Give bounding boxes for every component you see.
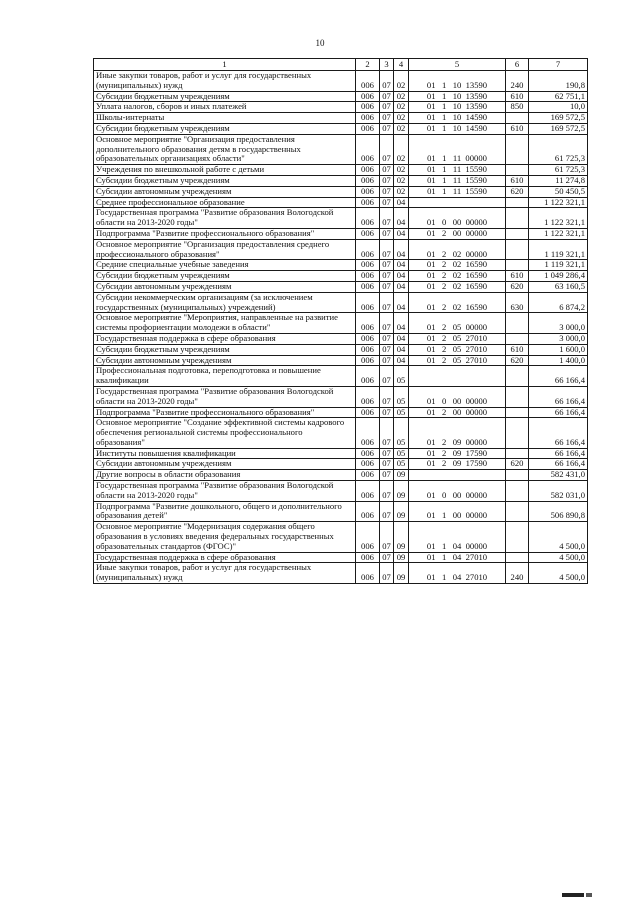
row-name: Уплата налогов, сборов и иных платежей	[94, 102, 356, 113]
row-expense-type: 620	[506, 281, 529, 292]
table-row	[94, 366, 588, 387]
row-section: 07	[380, 197, 394, 208]
row-section: 07	[380, 271, 394, 282]
row-target-article: 01 1 10 14590	[409, 123, 506, 134]
row-amount: 169 572,5	[529, 123, 588, 134]
row-name: Государственная поддержка в сфере образования	[94, 552, 356, 563]
table-row	[94, 271, 588, 282]
row-section: 07	[380, 134, 394, 164]
header-col-3: 3	[380, 59, 394, 71]
row-section: 07	[380, 186, 394, 197]
row-target-article: 01 1 11 15590	[409, 165, 506, 176]
row-expense-type	[506, 165, 529, 176]
row-gov-code: 006	[356, 355, 380, 366]
row-expense-type: 620	[506, 355, 529, 366]
row-name: Иные закупки товаров, работ и услуг для государственных (муниципальных) нужд	[94, 71, 356, 92]
row-target-article: 01 2 02 16590	[409, 271, 506, 282]
row-name: Учреждения по внешкольной работе с детьми	[94, 165, 356, 176]
row-amount: 50 450,5	[529, 186, 588, 197]
table-row	[94, 552, 588, 563]
row-section: 07	[380, 459, 394, 470]
row-name: Субсидии бюджетным учреждениям	[94, 91, 356, 102]
row-gov-code: 006	[356, 386, 380, 407]
row-gov-code: 006	[356, 563, 380, 584]
table-row	[94, 239, 588, 260]
row-expense-type	[506, 470, 529, 481]
row-target-article	[409, 470, 506, 481]
row-amount: 62 751,1	[529, 91, 588, 102]
row-section: 07	[380, 113, 394, 124]
row-amount: 66 166,4	[529, 366, 588, 387]
row-gov-code: 006	[356, 459, 380, 470]
row-target-article: 01 2 05 27010	[409, 333, 506, 344]
row-expense-type: 610	[506, 91, 529, 102]
table-row	[94, 281, 588, 292]
row-amount: 190,8	[529, 71, 588, 92]
row-name: Государственная программа "Развитие образования Вологодской области на 2013-2020 годы"	[94, 481, 356, 502]
row-subsection: 04	[394, 344, 409, 355]
row-subsection: 09	[394, 481, 409, 502]
row-expense-type: 610	[506, 123, 529, 134]
table-row	[94, 197, 588, 208]
row-amount: 4 500,0	[529, 563, 588, 584]
row-name: Государственная поддержка в сфере образования	[94, 333, 356, 344]
header-row	[94, 59, 588, 71]
row-section: 07	[380, 386, 394, 407]
row-gov-code: 006	[356, 186, 380, 197]
row-amount: 66 166,4	[529, 459, 588, 470]
row-target-article: 01 1 04 27010	[409, 552, 506, 563]
row-expense-type	[506, 313, 529, 334]
row-subsection: 04	[394, 292, 409, 313]
row-subsection: 05	[394, 459, 409, 470]
row-section: 07	[380, 407, 394, 418]
row-name: Институты повышения квалификации	[94, 448, 356, 459]
row-amount: 4 500,0	[529, 522, 588, 552]
row-amount: 3 000,0	[529, 333, 588, 344]
row-expense-type: 240	[506, 71, 529, 92]
row-section: 07	[380, 102, 394, 113]
row-expense-type	[506, 333, 529, 344]
row-gov-code: 006	[356, 501, 380, 522]
row-subsection: 04	[394, 208, 409, 229]
row-subsection: 05	[394, 448, 409, 459]
row-amount: 1 122 321,1	[529, 197, 588, 208]
row-expense-type	[506, 366, 529, 387]
header-col-5: 5	[409, 59, 506, 71]
row-target-article: 01 0 00 00000	[409, 481, 506, 502]
row-gov-code: 006	[356, 313, 380, 334]
row-section: 07	[380, 260, 394, 271]
row-expense-type	[506, 552, 529, 563]
row-target-article: 01 1 10 13590	[409, 102, 506, 113]
table-row	[94, 113, 588, 124]
row-subsection: 04	[394, 239, 409, 260]
row-gov-code: 006	[356, 71, 380, 92]
row-section: 07	[380, 522, 394, 552]
table-row	[94, 470, 588, 481]
row-subsection: 04	[394, 281, 409, 292]
row-name: Иные закупки товаров, работ и услуг для государственных (муниципальных) нужд	[94, 563, 356, 584]
row-subsection: 09	[394, 563, 409, 584]
table-row	[94, 386, 588, 407]
row-expense-type: 610	[506, 271, 529, 282]
row-gov-code: 006	[356, 344, 380, 355]
row-target-article: 01 2 00 00000	[409, 228, 506, 239]
row-target-article: 01 1 00 00000	[409, 501, 506, 522]
row-expense-type: 620	[506, 186, 529, 197]
row-subsection: 04	[394, 355, 409, 366]
row-section: 07	[380, 418, 394, 448]
row-subsection: 02	[394, 71, 409, 92]
row-target-article: 01 2 09 00000	[409, 418, 506, 448]
row-expense-type: 630	[506, 292, 529, 313]
row-target-article	[409, 366, 506, 387]
row-gov-code: 006	[356, 481, 380, 502]
row-gov-code: 006	[356, 208, 380, 229]
row-gov-code: 006	[356, 333, 380, 344]
row-name: Субсидии автономным учреждениям	[94, 355, 356, 366]
row-subsection: 02	[394, 175, 409, 186]
row-gov-code: 006	[356, 134, 380, 164]
table-row	[94, 522, 588, 552]
row-target-article: 01 1 10 13590	[409, 71, 506, 92]
row-expense-type: 850	[506, 102, 529, 113]
row-amount: 1 122 321,1	[529, 208, 588, 229]
row-gov-code: 006	[356, 407, 380, 418]
row-subsection: 05	[394, 418, 409, 448]
row-name: Основное мероприятие "Организация предоставления дополнительного образования детям в государственных образовательных организациях области"	[94, 134, 356, 164]
table-row	[94, 459, 588, 470]
row-name: Субсидии автономным учреждениям	[94, 281, 356, 292]
row-gov-code: 006	[356, 522, 380, 552]
row-gov-code: 006	[356, 260, 380, 271]
table-row	[94, 292, 588, 313]
row-amount: 1 400,0	[529, 355, 588, 366]
header-col-1: 1	[94, 59, 356, 71]
row-gov-code: 006	[356, 91, 380, 102]
row-expense-type	[506, 501, 529, 522]
row-name: Средние специальные учебные заведения	[94, 260, 356, 271]
scan-mark	[586, 893, 592, 897]
row-subsection: 02	[394, 186, 409, 197]
row-subsection: 09	[394, 501, 409, 522]
row-section: 07	[380, 175, 394, 186]
row-subsection: 02	[394, 102, 409, 113]
row-gov-code: 006	[356, 552, 380, 563]
row-target-article: 01 2 00 00000	[409, 407, 506, 418]
header-col-7: 7	[529, 59, 588, 71]
row-subsection: 09	[394, 522, 409, 552]
row-target-article: 01 2 09 17590	[409, 448, 506, 459]
row-target-article: 01 2 09 17590	[409, 459, 506, 470]
row-name: Подпрограмма "Развитие профессионального образования"	[94, 407, 356, 418]
row-section: 07	[380, 91, 394, 102]
row-subsection: 04	[394, 271, 409, 282]
row-section: 07	[380, 344, 394, 355]
row-gov-code: 006	[356, 165, 380, 176]
row-gov-code: 006	[356, 271, 380, 282]
row-gov-code: 006	[356, 175, 380, 186]
table-row	[94, 165, 588, 176]
table-row	[94, 563, 588, 584]
row-section: 07	[380, 355, 394, 366]
row-subsection: 02	[394, 113, 409, 124]
table-row	[94, 71, 588, 92]
row-gov-code: 006	[356, 113, 380, 124]
row-gov-code: 006	[356, 239, 380, 260]
table-row	[94, 407, 588, 418]
table-row	[94, 91, 588, 102]
row-target-article: 01 0 00 00000	[409, 386, 506, 407]
row-gov-code: 006	[356, 228, 380, 239]
table-row	[94, 175, 588, 186]
row-section: 07	[380, 333, 394, 344]
row-gov-code: 006	[356, 281, 380, 292]
row-expense-type	[506, 260, 529, 271]
row-amount: 66 166,4	[529, 407, 588, 418]
row-section: 07	[380, 481, 394, 502]
row-amount: 582 031,0	[529, 481, 588, 502]
row-expense-type	[506, 208, 529, 229]
row-target-article: 01 0 00 00000	[409, 208, 506, 229]
row-subsection: 02	[394, 123, 409, 134]
row-name: Субсидии бюджетным учреждениям	[94, 175, 356, 186]
row-name: Субсидии бюджетным учреждениям	[94, 271, 356, 282]
row-expense-type	[506, 228, 529, 239]
table-row	[94, 208, 588, 229]
row-amount: 66 166,4	[529, 418, 588, 448]
row-amount: 10,0	[529, 102, 588, 113]
row-name: Подпрограмма "Развитие профессионального образования"	[94, 228, 356, 239]
row-expense-type	[506, 386, 529, 407]
row-expense-type: 620	[506, 459, 529, 470]
row-target-article: 01 2 05 27010	[409, 355, 506, 366]
page-number: 10	[315, 38, 325, 48]
table-row	[94, 102, 588, 113]
row-target-article: 01 1 10 13590	[409, 91, 506, 102]
row-name: Профессиональная подготовка, переподготовка и повышение квалификации	[94, 366, 356, 387]
row-target-article: 01 2 02 00000	[409, 239, 506, 260]
row-name: Основное мероприятие "Мероприятия, направленные на развитие системы профориентации молодежи в области"	[94, 313, 356, 334]
row-amount: 1 119 321,1	[529, 260, 588, 271]
row-amount: 6 874,2	[529, 292, 588, 313]
row-section: 07	[380, 208, 394, 229]
row-expense-type	[506, 418, 529, 448]
table-row	[94, 123, 588, 134]
row-section: 07	[380, 313, 394, 334]
row-section: 07	[380, 239, 394, 260]
row-name: Субсидии бюджетным учреждениям	[94, 123, 356, 134]
row-expense-type	[506, 113, 529, 124]
row-gov-code: 006	[356, 366, 380, 387]
row-gov-code: 006	[356, 197, 380, 208]
row-gov-code: 006	[356, 470, 380, 481]
row-amount: 11 274,8	[529, 175, 588, 186]
row-name: Субсидии автономным учреждениям	[94, 186, 356, 197]
row-name: Подпрограмма "Развитие дошкольного, общего и дополнительного образования детей"	[94, 501, 356, 522]
table-row	[94, 228, 588, 239]
table-row	[94, 448, 588, 459]
row-subsection: 02	[394, 165, 409, 176]
row-section: 07	[380, 448, 394, 459]
row-subsection: 02	[394, 134, 409, 164]
row-section: 07	[380, 366, 394, 387]
row-amount: 61 725,3	[529, 134, 588, 164]
row-subsection: 04	[394, 197, 409, 208]
row-amount: 582 431,0	[529, 470, 588, 481]
row-expense-type	[506, 239, 529, 260]
header-col-4: 4	[394, 59, 409, 71]
row-subsection: 05	[394, 366, 409, 387]
row-gov-code: 006	[356, 292, 380, 313]
row-section: 07	[380, 228, 394, 239]
row-name: Основное мероприятие "Модернизация содержания общего образования в условиях введения федеральных государственных образовательных стандартов (ФГОС)"	[94, 522, 356, 552]
row-expense-type	[506, 134, 529, 164]
row-target-article: 01 1 11 15590	[409, 175, 506, 186]
row-section: 07	[380, 501, 394, 522]
row-amount: 66 166,4	[529, 448, 588, 459]
row-section: 07	[380, 281, 394, 292]
table-row	[94, 260, 588, 271]
scan-mark	[562, 893, 584, 897]
row-target-article: 01 2 02 16590	[409, 260, 506, 271]
row-section: 07	[380, 165, 394, 176]
row-name: Субсидии бюджетным учреждениям	[94, 344, 356, 355]
row-gov-code: 006	[356, 123, 380, 134]
table-row	[94, 501, 588, 522]
row-subsection: 09	[394, 470, 409, 481]
row-amount: 3 000,0	[529, 313, 588, 334]
row-amount: 1 600,0	[529, 344, 588, 355]
row-name: Другие вопросы в области образования	[94, 470, 356, 481]
row-subsection: 02	[394, 91, 409, 102]
row-name: Среднее профессиональное образование	[94, 197, 356, 208]
table-row	[94, 134, 588, 164]
row-name: Основное мероприятие "Создание эффективной системы кадрового обеспечения региональной системы профессионального образования"	[94, 418, 356, 448]
row-target-article: 01 1 10 14590	[409, 113, 506, 124]
row-section: 07	[380, 552, 394, 563]
row-target-article	[409, 197, 506, 208]
budget-table	[93, 58, 588, 584]
row-name: Субсидии некоммерческим организациям (за исключением государственных (муниципальных) учреждений)	[94, 292, 356, 313]
row-target-article: 01 2 05 00000	[409, 313, 506, 334]
row-name: Государственная программа "Развитие образования Вологодской области на 2013-2020 годы"	[94, 386, 356, 407]
row-subsection: 04	[394, 228, 409, 239]
table-row	[94, 418, 588, 448]
row-target-article: 01 1 11 15590	[409, 186, 506, 197]
row-amount: 1 119 321,1	[529, 239, 588, 260]
header-col-6: 6	[506, 59, 529, 71]
row-name: Основное мероприятие "Организация предоставления среднего профессионального образования"	[94, 239, 356, 260]
row-section: 07	[380, 123, 394, 134]
table-row	[94, 186, 588, 197]
row-amount: 61 725,3	[529, 165, 588, 176]
row-amount: 4 500,0	[529, 552, 588, 563]
row-name: Субсидии автономным учреждениям	[94, 459, 356, 470]
row-amount: 1 122 321,1	[529, 228, 588, 239]
row-target-article: 01 1 04 27010	[409, 563, 506, 584]
row-expense-type: 610	[506, 175, 529, 186]
row-target-article: 01 2 02 16590	[409, 281, 506, 292]
table-row	[94, 344, 588, 355]
row-subsection: 04	[394, 313, 409, 334]
row-expense-type	[506, 522, 529, 552]
row-amount: 66 166,4	[529, 386, 588, 407]
row-subsection: 09	[394, 552, 409, 563]
table-row	[94, 481, 588, 502]
row-subsection: 04	[394, 333, 409, 344]
row-section: 07	[380, 563, 394, 584]
table-row	[94, 333, 588, 344]
row-subsection: 05	[394, 407, 409, 418]
row-section: 07	[380, 71, 394, 92]
row-expense-type: 610	[506, 344, 529, 355]
row-target-article: 01 1 04 00000	[409, 522, 506, 552]
row-expense-type: 240	[506, 563, 529, 584]
row-target-article: 01 2 05 27010	[409, 344, 506, 355]
row-name: Государственная программа "Развитие образования Вологодской области на 2013-2020 годы"	[94, 208, 356, 229]
row-amount: 1 049 286,4	[529, 271, 588, 282]
row-amount: 63 160,5	[529, 281, 588, 292]
row-target-article: 01 2 02 16590	[409, 292, 506, 313]
row-amount: 506 890,8	[529, 501, 588, 522]
row-gov-code: 006	[356, 102, 380, 113]
row-target-article: 01 1 11 00000	[409, 134, 506, 164]
table-row	[94, 355, 588, 366]
row-subsection: 05	[394, 386, 409, 407]
row-gov-code: 006	[356, 418, 380, 448]
row-section: 07	[380, 470, 394, 481]
row-subsection: 04	[394, 260, 409, 271]
row-expense-type	[506, 197, 529, 208]
row-amount: 169 572,5	[529, 113, 588, 124]
row-expense-type	[506, 481, 529, 502]
table-row	[94, 313, 588, 334]
row-section: 07	[380, 292, 394, 313]
row-expense-type	[506, 448, 529, 459]
row-name: Школы-интернаты	[94, 113, 356, 124]
header-col-2: 2	[356, 59, 380, 71]
row-gov-code: 006	[356, 448, 380, 459]
row-expense-type	[506, 407, 529, 418]
